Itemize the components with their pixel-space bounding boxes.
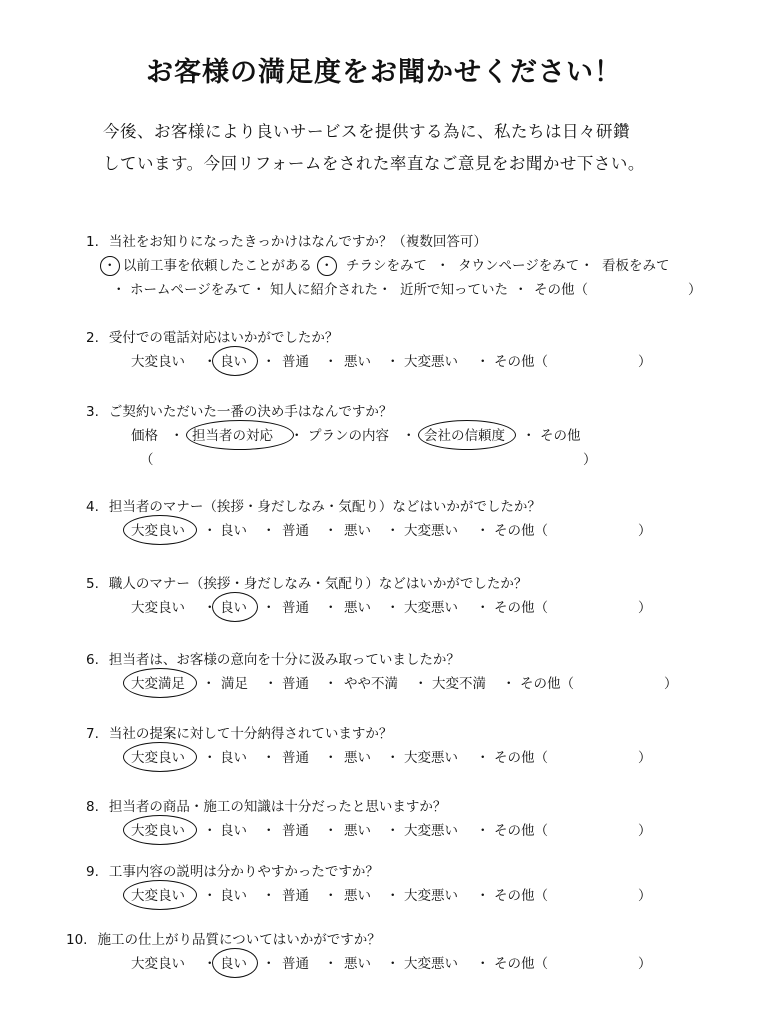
option-8-2[interactable]: 良い bbox=[220, 823, 247, 839]
option-4-2[interactable]: 良い bbox=[220, 523, 247, 539]
option-1-7[interactable]: 近所で知っていた bbox=[400, 282, 508, 298]
option-1-3[interactable]: タウンページをみて bbox=[458, 258, 580, 274]
question-number: 5. bbox=[86, 576, 99, 592]
option-4-1[interactable]: 大変良い bbox=[131, 523, 185, 539]
question-number: 9. bbox=[86, 864, 99, 880]
page-title: お客様の満足度をお聞かせください！ bbox=[146, 57, 622, 88]
option-5-2[interactable]: 良い bbox=[220, 600, 247, 616]
option-6-1[interactable]: 大変満足 bbox=[131, 676, 185, 692]
option-5-5[interactable]: 大変悪い bbox=[404, 600, 458, 616]
option-7-4[interactable]: 悪い bbox=[344, 750, 371, 766]
option-3-5[interactable]: その他 bbox=[540, 428, 581, 444]
question-text: ご契約いただいた一番の決め手はなんですか？ bbox=[108, 404, 393, 420]
question-number: 4. bbox=[86, 499, 99, 515]
option-2-2[interactable]: 良い bbox=[220, 354, 247, 370]
option-10-3[interactable]: 普通 bbox=[282, 956, 309, 972]
option-1-8[interactable]: その他（ bbox=[534, 282, 588, 298]
option-6-5[interactable]: 大変不満 bbox=[432, 676, 486, 692]
intro-text bbox=[103, 116, 703, 180]
option-4-4[interactable]: 悪い bbox=[344, 523, 371, 539]
option-7-2[interactable]: 良い bbox=[220, 750, 247, 766]
option-8-3[interactable]: 普通 bbox=[282, 823, 309, 839]
option-10-5[interactable]: 大変悪い bbox=[404, 956, 458, 972]
question-number: 3. bbox=[86, 404, 99, 420]
option-3-4[interactable]: 会社の信頼度 bbox=[424, 428, 505, 444]
question-number: 2. bbox=[86, 330, 99, 346]
option-9-1[interactable]: 大変良い bbox=[131, 888, 185, 904]
option-3-3[interactable]: プランの内容 bbox=[308, 428, 389, 444]
option-10-2[interactable]: 良い bbox=[220, 956, 247, 972]
option-3-1[interactable]: 価格 bbox=[131, 428, 158, 444]
question-text: 担当者は、お客様の意向を十分に汲み取っていましたか？ bbox=[108, 652, 460, 668]
question-text: 工事内容の説明は分かりやすかったですか？ bbox=[108, 864, 379, 880]
option-10-4[interactable]: 悪い bbox=[344, 956, 371, 972]
option-2-4[interactable]: 悪い bbox=[344, 354, 371, 370]
option-1-5[interactable]: ホームページをみて bbox=[130, 282, 252, 298]
question-number: 6. bbox=[86, 652, 99, 668]
question-number: 10. bbox=[66, 932, 88, 948]
option-10-1[interactable]: 大変良い bbox=[131, 956, 185, 972]
question-text: 当社をお知りになったきっかけはなんですか？（複数回答可） bbox=[108, 234, 487, 250]
question-number: 7. bbox=[86, 726, 99, 742]
option-8-6[interactable]: その他（ bbox=[494, 823, 548, 839]
option-1-6[interactable]: 知人に紹介された bbox=[270, 282, 378, 298]
option-4-5[interactable]: 大変悪い bbox=[404, 523, 458, 539]
option-5-1[interactable]: 大変良い bbox=[131, 600, 185, 616]
option-7-3[interactable]: 普通 bbox=[282, 750, 309, 766]
option-2-6[interactable]: その他（ bbox=[494, 354, 548, 370]
option-3-2[interactable]: 担当者の対応 bbox=[192, 428, 273, 444]
option-6-6[interactable]: その他（ bbox=[520, 676, 574, 692]
option-5-6[interactable]: その他（ bbox=[494, 600, 548, 616]
option-4-3[interactable]: 普通 bbox=[282, 523, 309, 539]
option-1-1[interactable]: 以前工事を依頼したことがある bbox=[123, 258, 312, 274]
option-5-4[interactable]: 悪い bbox=[344, 600, 371, 616]
question-number: 8. bbox=[86, 799, 99, 815]
option-2-5[interactable]: 大変悪い bbox=[404, 354, 458, 370]
question-number: 1. bbox=[86, 234, 99, 250]
intro-line-2: しています。今回リフォームをされた率直なご意見をお聞かせ下さい。 bbox=[103, 154, 645, 173]
intro-line-1: 今後、お客様により良いサービスを提供する為に、私たちは日々研鑽 bbox=[103, 122, 630, 141]
option-9-2[interactable]: 良い bbox=[220, 888, 247, 904]
option-6-2[interactable]: 満足 bbox=[221, 676, 248, 692]
option-9-5[interactable]: 大変悪い bbox=[404, 888, 458, 904]
option-1-2[interactable]: チラシをみて bbox=[346, 258, 427, 274]
question-text: 担当者のマナー（挨拶・身だしなみ・気配り）などはいかがでしたか？ bbox=[108, 499, 541, 515]
option-7-5[interactable]: 大変悪い bbox=[404, 750, 458, 766]
option-2-3[interactable]: 普通 bbox=[282, 354, 309, 370]
question-text: 職人のマナー（挨拶・身だしなみ・気配り）などはいかがでしたか？ bbox=[108, 576, 528, 592]
option-9-6[interactable]: その他（ bbox=[494, 888, 548, 904]
option-6-3[interactable]: 普通 bbox=[282, 676, 309, 692]
option-7-6[interactable]: その他（ bbox=[494, 750, 548, 766]
question-text: 施工の仕上がり品質についてはいかがですか？ bbox=[97, 932, 381, 948]
option-5-3[interactable]: 普通 bbox=[282, 600, 309, 616]
option-4-6[interactable]: その他（ bbox=[494, 523, 548, 539]
option-8-5[interactable]: 大変悪い bbox=[404, 823, 458, 839]
option-7-1[interactable]: 大変良い bbox=[131, 750, 185, 766]
option-9-4[interactable]: 悪い bbox=[344, 888, 371, 904]
option-1-4[interactable]: 看板をみて bbox=[602, 258, 670, 274]
question-text: 担当者の商品・施工の知識は十分だったと思いますか？ bbox=[108, 799, 447, 815]
option-6-4[interactable]: やや不満 bbox=[344, 676, 398, 692]
option-9-3[interactable]: 普通 bbox=[282, 888, 309, 904]
question-text: 当社の提案に対して十分納得されていますか？ bbox=[108, 726, 393, 742]
option-8-4[interactable]: 悪い bbox=[344, 823, 371, 839]
option-10-6[interactable]: その他（ bbox=[494, 956, 548, 972]
option-2-1[interactable]: 大変良い bbox=[131, 354, 185, 370]
question-text: 受付での電話対応はいかがでしたか？ bbox=[108, 330, 339, 346]
option-8-1[interactable]: 大変良い bbox=[131, 823, 185, 839]
